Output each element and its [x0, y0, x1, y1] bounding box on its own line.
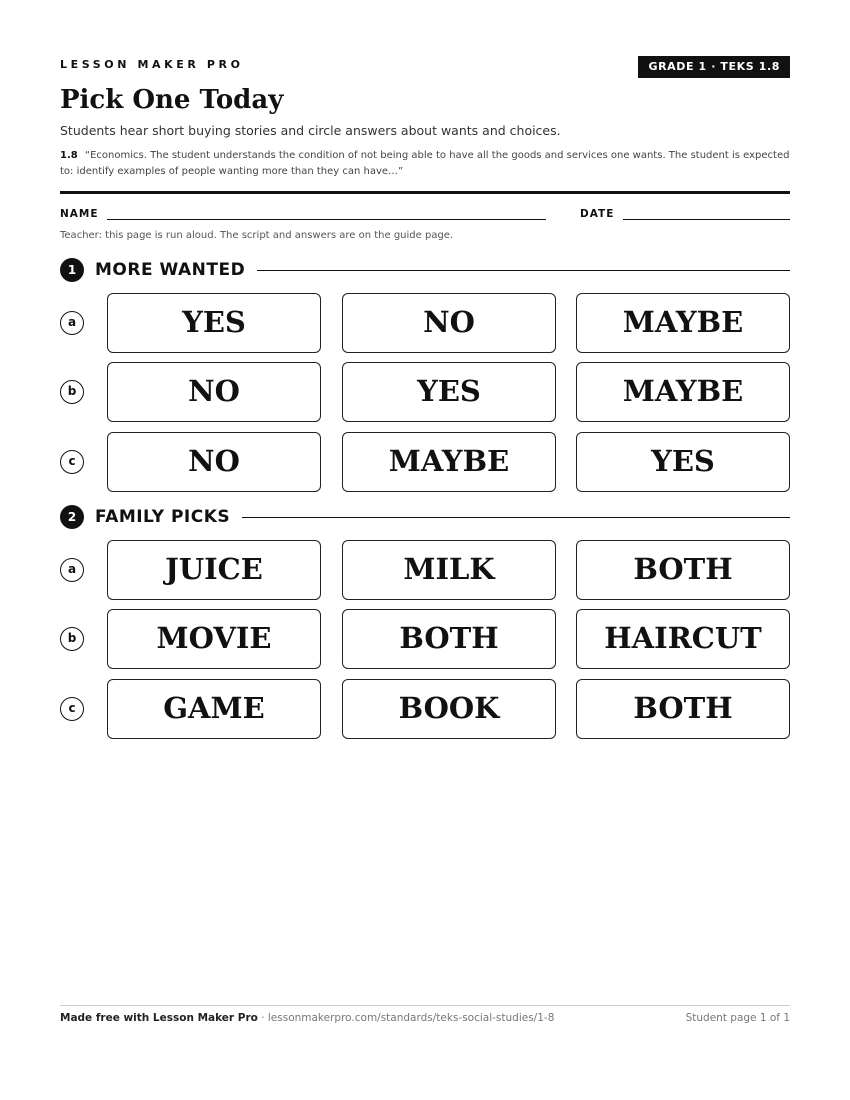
- answer-option[interactable]: BOTH: [342, 609, 556, 669]
- answer-option[interactable]: HAIRCUT: [576, 609, 790, 669]
- teacher-note: Teacher: this page is run aloud. The script and answers are on the guide page.: [60, 230, 454, 241]
- footer-credit: Made free with Lesson Maker Pro: [60, 1012, 258, 1024]
- row-letter: a: [60, 558, 84, 582]
- question-row: [60, 293, 790, 353]
- footer-separator: ·: [257, 1012, 268, 1024]
- answer-option[interactable]: NO: [107, 362, 321, 422]
- answer-option[interactable]: MAYBE: [576, 362, 790, 422]
- header-bar: [60, 56, 790, 78]
- answer-option[interactable]: NO: [107, 432, 321, 492]
- footer-url[interactable]: lessonmakerpro.com/standards/teks-social-studies/1-8: [267, 1012, 555, 1024]
- date-label: DATE: [580, 208, 615, 220]
- answer-option[interactable]: MAYBE: [342, 432, 556, 492]
- name-date-row: [60, 207, 790, 223]
- page-title: Pick One Today: [60, 85, 284, 115]
- footer-divider: [60, 1005, 790, 1006]
- brand-name: LESSON MAKER PRO: [60, 58, 244, 71]
- page-subtitle: Students hear short buying stories and circle answers about wants and choices.: [60, 123, 561, 138]
- question-row: [60, 679, 790, 739]
- question-row: [60, 609, 790, 669]
- row-letter: b: [60, 380, 84, 404]
- date-line[interactable]: [623, 219, 790, 220]
- section-family-picks: [60, 505, 790, 527]
- row-letter: c: [60, 450, 84, 474]
- question-row: [60, 362, 790, 422]
- answer-option[interactable]: YES: [576, 432, 790, 492]
- footer: [60, 1012, 790, 1024]
- section-title: FAMILY PICKS: [95, 507, 242, 527]
- question-row: [60, 540, 790, 600]
- standard-text: “Economics. The student understands the condition of not being able to have all the goods and services one wants. The student is expected to: identify examples of people wanting more than they can have…”: [60, 150, 790, 177]
- answer-option[interactable]: YES: [342, 362, 556, 422]
- section-number: 2: [60, 505, 84, 529]
- answer-option[interactable]: GAME: [107, 679, 321, 739]
- answer-option[interactable]: MAYBE: [576, 293, 790, 353]
- answer-option[interactable]: BOOK: [342, 679, 556, 739]
- answer-option[interactable]: NO: [342, 293, 556, 353]
- answer-option[interactable]: BOTH: [576, 540, 790, 600]
- section-number: 1: [60, 258, 84, 282]
- grade-badge: GRADE 1 · TEKS 1.8: [638, 56, 790, 78]
- standard-code: 1.8: [60, 150, 78, 161]
- row-letter: b: [60, 627, 84, 651]
- footer-page-count: Student page 1 of 1: [685, 1012, 790, 1024]
- answer-option[interactable]: MILK: [342, 540, 556, 600]
- section-more-wanted: [60, 258, 790, 280]
- name-line[interactable]: [107, 219, 546, 220]
- section-title: MORE WANTED: [95, 260, 257, 280]
- answer-option[interactable]: JUICE: [107, 540, 321, 600]
- worksheet-page: [60, 0, 790, 1100]
- name-label: NAME: [60, 208, 99, 220]
- header-divider: [60, 191, 790, 194]
- answer-option[interactable]: MOVIE: [107, 609, 321, 669]
- row-letter: c: [60, 697, 84, 721]
- answer-option[interactable]: BOTH: [576, 679, 790, 739]
- standard-quote: [60, 148, 790, 180]
- answer-option[interactable]: YES: [107, 293, 321, 353]
- question-row: [60, 432, 790, 492]
- row-letter: a: [60, 311, 84, 335]
